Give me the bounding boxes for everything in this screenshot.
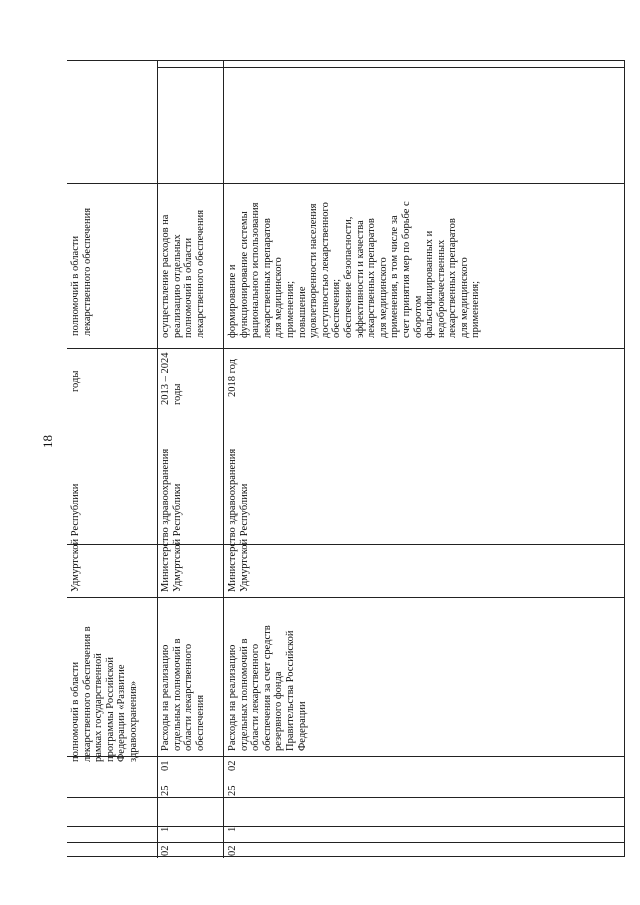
row3-name: Расходы на реализацию отдельных полномочий в области лекарственного обеспечения за счет средств резервного фонда Правительства Российской Федерации [227,625,308,751]
row1-period: годы [70,370,81,392]
row3-period: 2018 год [227,359,238,397]
row2-executor: Министерство здравоохранения Удмуртской Республики [160,448,183,592]
row-separator [157,61,158,858]
column-separator [67,597,625,598]
row2-period: 2013 – 2024 годы [160,352,183,405]
row2-code3: 25 [160,785,171,796]
column-separator [67,544,625,545]
column-separator [67,797,625,798]
row3-task: формирование и функционирование системы рационального использования лекарственных препаратов для медицинского применения; повышение удовлетворенности населения доступностью лекарственного обеспечения; обеспечение безопасности, эффективности и качества лекарственных препаратов для медицинского применения, в том числе за счет принятия мер по борьбе с оборотом фальсифицированных и недоброкачественных лекарственных препаратов для медицинского применения; [227,201,482,338]
row2-code1: 02 [160,845,171,856]
row1-name: полномочий в области лекарственного обеспечения в рамках государственной программы Российской Федерации «Развитие здравоохранения» [70,626,139,762]
row1-executor: Удмуртской Республики [70,483,81,592]
column-separator [67,826,625,827]
row2-name: Расходы на реализацию отдельных полномочий в области лекарственного обеспечения [160,638,206,751]
row2-code4: 01 [160,760,171,771]
row-separator [223,61,224,858]
row3-executor: Министерство здравоохранения Удмуртской Республики [227,448,250,592]
program-table [67,60,625,857]
column-separator [67,348,625,349]
row3-code4: 02 [227,760,238,771]
row3-code2: 1 [227,826,238,832]
row2-task: осуществление расходов на реализацию отдельных полномочий в области лекарственного обеспечения [160,209,206,338]
column-separator [67,756,625,757]
row3-code1: 02 [227,845,238,856]
row2-code2: 1 [160,826,171,832]
column-separator [67,183,625,184]
column-separator [67,842,625,843]
column-separator [157,67,625,68]
row1-task: полномочий в области лекарственного обеспечения [70,207,93,336]
page-number: 18 [40,435,55,448]
row3-code3: 25 [227,785,238,796]
